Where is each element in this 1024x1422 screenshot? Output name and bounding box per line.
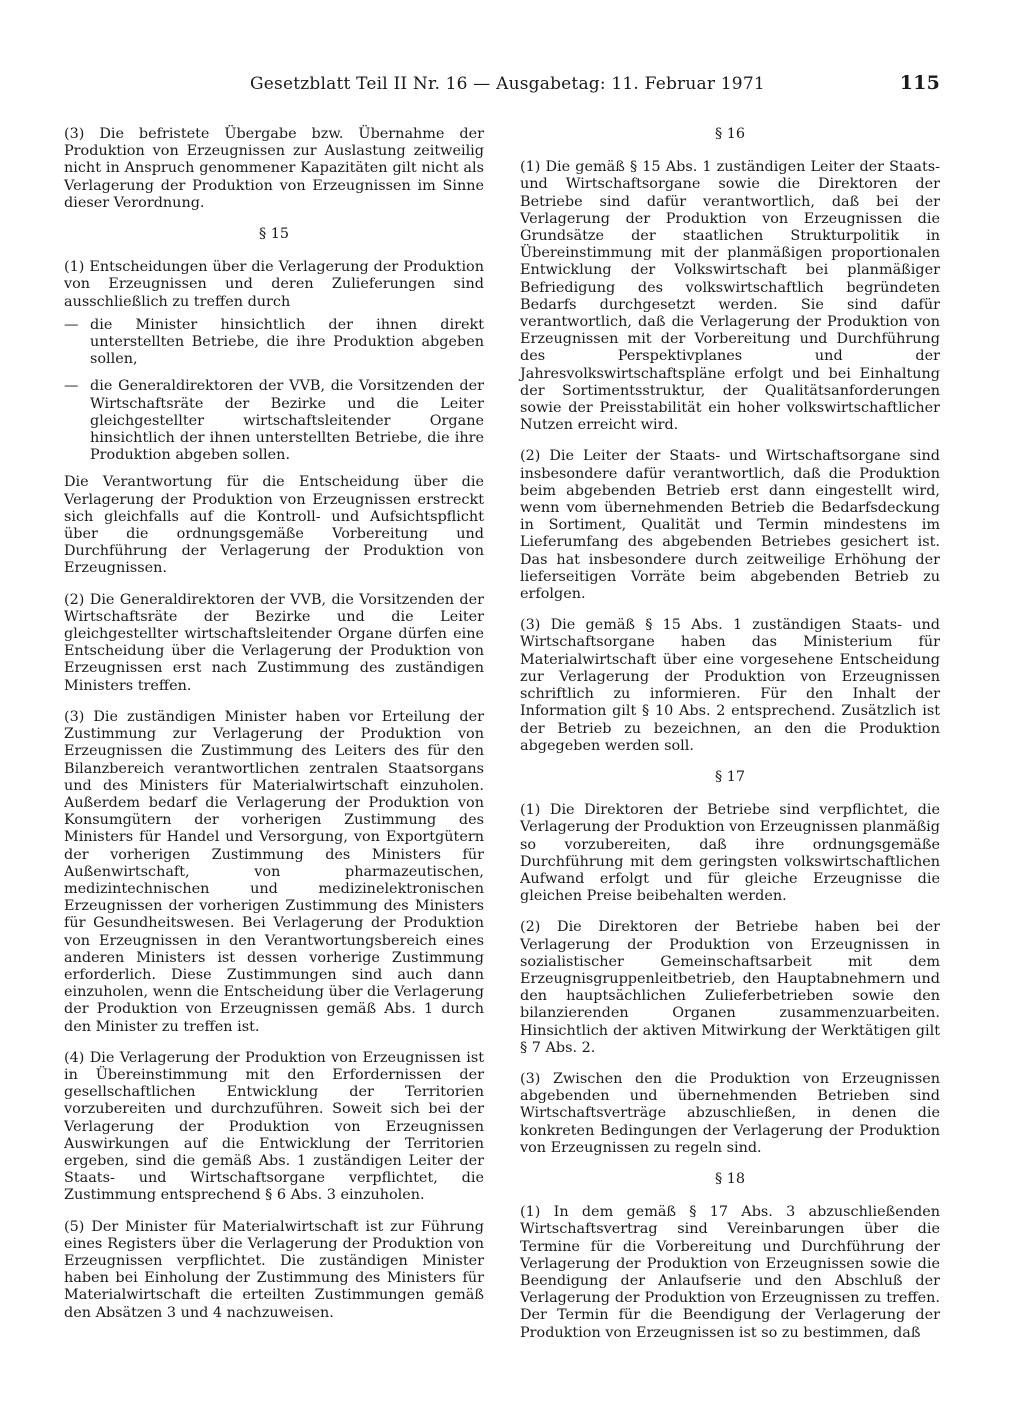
section-heading: § 15 <box>258 226 290 243</box>
right-column <box>520 126 940 1356</box>
paragraph: (4) Die Verlagerung der Produktion von Erzeugnissen ist in Übereinstimmung mit den Erfordernissen der gesellschaftlichen Entwicklung der Territorien vorzubereiten und durchzuführen. Soweit sich bei der Verlagerung der Produktion von Erzeugnissen Auswirkungen auf die Entwicklung der Territorien ergeben, sind die gemäß Abs. 1 zuständigen Leiter der Staats- und Wirtschaftsorgane verpflichtet, die Zustimmung entsprechend § 6 Abs. 3 einzuholen. <box>64 1049 484 1204</box>
paragraph: (3) Die zuständigen Minister haben vor Erteilung der Zustimmung zur Verlagerung der Produktion von Erzeugnissen die Zustimmung des Leiters des für den Bilanzbereich verantwortlichen zentralen Staatsorgans und des Ministers für Materialwirtschaft einzuholen. Außerdem bedarf die Verlagerung der Produktion von Konsumgütern der vorherigen Zustimmung des Ministers für Handel und Versorgung, von Exportgütern der vorherigen Zustimmung des Ministers für Außenwirtschaft, von pharmazeutischen, medizintechnischen und medizinelektronischen Erzeugnissen der vorherigen Zustimmung des Ministers für Gesundheitswesen. Bei Verlagerung der Produktion von Erzeugnissen in den Verantwortungsbereich eines anderen Ministers ist dessen vorherige Zustimmung erforderlich. Diese Zustimmungen sind auch dann einzuholen, wenn die Entscheidung über die Verlagerung der Produktion von Erzeugnissen gemäß Abs. 1 durch den Minister zu treffen ist. <box>64 708 484 1035</box>
list-item-text: die Generaldirektoren der VVB, die Vorsitzenden der Wirtschaftsräte der Bezirke und die Leiter gleichgestellter wirtschaftsleitender Organe hinsichtlich der ihnen unterstellten Betriebe, die ihre Produktion abgeben sollen. <box>90 378 484 464</box>
paragraph: Die Verantwortung für die Entscheidung über die Verlagerung der Produktion von Erzeugnissen erstreckt sich gleichfalls auf die Kontroll- und Aufsichtspflicht über die ordnungsgemäße Vorbereitung und Durchführung der Verlagerung der Produktion von Erzeugnissen. <box>64 474 484 577</box>
page-header <box>210 72 940 98</box>
list-item <box>64 378 484 464</box>
section-heading: § 16 <box>714 126 746 142</box>
paragraph: (3) Zwischen den die Produktion von Erzeugnissen abgebenden und übernehmenden Betrieben sind Wirtschaftsverträge abzuschließen, in denen die konkreten Bedingungen der Verlagerung der Produktion von Erzeugnissen zu regeln sind. <box>520 1070 940 1156</box>
paragraph: (3) Die gemäß § 15 Abs. 1 zuständigen Staats- und Wirtschaftsorgane haben das Ministerium für Materialwirtschaft über eine vorgesehene Entscheidung zur Verlagerung der Produktion von Erzeugnissen schriftlich zu informieren. Für den Inhalt der Information gilt § 10 Abs. 2 entsprechend. Zusätzlich ist der Betrieb zu bezeichnen, an den die Produktion abgegeben werden soll. <box>520 617 940 754</box>
paragraph: (5) Der Minister für Materialwirtschaft ist zur Führung eines Registers über die Verlagerung der Produktion von Erzeugnissen verpflichtet. Die zuständigen Minister haben bei Einholung der Zustimmung des Ministers für Materialwirtschaft die erteilten Zustimmungen gemäß den Absätzen 3 und 4 nachzuweisen. <box>64 1218 484 1321</box>
page-number: 115 <box>899 72 940 94</box>
paragraph: (2) Die Generaldirektoren der VVB, die Vorsitzenden der Wirtschaftsräte der Bezirke und die Leiter gleichgestellter wirtschaftsleitender Organe dürfen eine Entscheidung über die Verlagerung der Produktion von Erzeugnissen erst nach Zustimmung des zuständigen Ministers treffen. <box>64 591 484 694</box>
list-item <box>64 317 484 369</box>
dash-marker: — <box>64 316 79 333</box>
running-title: Gesetzblatt Teil II Nr. 16 — Ausgabetag: 11. Februar 1971 <box>250 74 765 94</box>
left-column <box>64 126 484 1336</box>
dash-marker: — <box>64 378 79 395</box>
paragraph: (3) Die befristete Übergabe bzw. Übernahme der Produktion von Erzeugnissen zur Auslastung zeitweilig nicht in Anspruch genommener Kapazitäten gilt nicht als Verlagerung der Produktion von Erzeugnissen im Sinne dieser Verordnung. <box>64 126 484 211</box>
section-heading: § 17 <box>714 768 746 785</box>
paragraph: (1) Die Direktoren der Betriebe sind verpflichtet, die Verlagerung der Produktion von Erzeugnissen planmäßig so vorzubereiten, daß ihre ordnungsgemäße Durchführung mit dem geringsten volkswirtschaftlichen Aufwand erfolgt und für gleiche Erzeugnisse die gleichen Preise beibehalten werden. <box>520 802 940 905</box>
paragraph: (1) Die gemäß § 15 Abs. 1 zuständigen Leiter der Staats- und Wirtschaftsorgane sowie die Direktoren der Betriebe sind dafür verantwortlich, daß bei der Verlagerung der Produktion von Erzeugnissen die Grundsätze der staatlichen Strukturpolitik in Übereinstimmung mit der planmäßigen proportionalen Entwicklung der Volkswirtschaft bei planmäßiger Befriedigung des volkswirtschaftlich begründeten Bedarfs durchgesetzt werden. Sie sind dafür verantwortlich, daß die Verlagerung der Produktion von Erzeugnissen mit der Vorbereitung und Durchführung des Perspektivplanes und der Jahresvolkswirtschaftspläne erfolgt und bei Einhaltung der Sortimentsstruktur, der Qualitätsanforderungen sowie der Preisstabilität ein hoher volkswirtschaftlicher Nutzen erreicht wird. <box>520 159 940 434</box>
section-heading: § 18 <box>714 1170 746 1187</box>
paragraph: (2) Die Direktoren der Betriebe haben bei der Verlagerung der Produktion von Erzeugnissen in sozialistischer Gemeinschaftsarbeit mit dem Erzeugnisgruppenleitbetrieb, den Hauptabnehmern und den hauptsächlichen Zulieferbetrieben sowie den bilanzierenden Organen zusammenzuarbeiten. Hinsichtlich der aktiven Mitwirkung der Werktätigen gilt § 7 Abs. 2. <box>520 919 940 1056</box>
paragraph: (1) Entscheidungen über die Verlagerung der Produktion von Erzeugnissen und deren Zulieferungen sind ausschließlich zu treffen durch <box>64 259 484 310</box>
paragraph: (2) Die Leiter der Staats- und Wirtschaftsorgane sind insbesondere dafür verantwortlich, daß die Produktion beim abgebenden Betrieb erst dann eingestellt wird, wenn vom übernehmenden Betrieb die Bedarfsdeckung in Sortiment, Qualität und Termin mindestens im Lieferumfang des abgebenden Betriebes gesichert ist. Das hat insbesondere durch zeitweilige Erhöhung der lieferseitigen Vorräte beim abgebenden Betrieb zu erfolgen. <box>520 448 940 603</box>
paragraph: (1) In dem gemäß § 17 Abs. 3 abzuschließenden Wirtschaftsvertrag sind Vereinbarungen über die Termine für die Vorbereitung und Durchführung der Verlagerung der Produktion von Erzeugnissen sowie die Beendigung der Anlaufserie und den Abschluß der Verlagerung der Produktion von Erzeugnissen zu treffen. Der Termin für die Beendigung der Verlagerung der Produktion von Erzeugnissen ist so zu bestimmen, daß <box>520 1204 940 1341</box>
list-item-text: die Minister hinsichtlich der ihnen direkt unterstellten Betriebe, die ihre Produktion abgeben sollen, <box>90 316 484 368</box>
